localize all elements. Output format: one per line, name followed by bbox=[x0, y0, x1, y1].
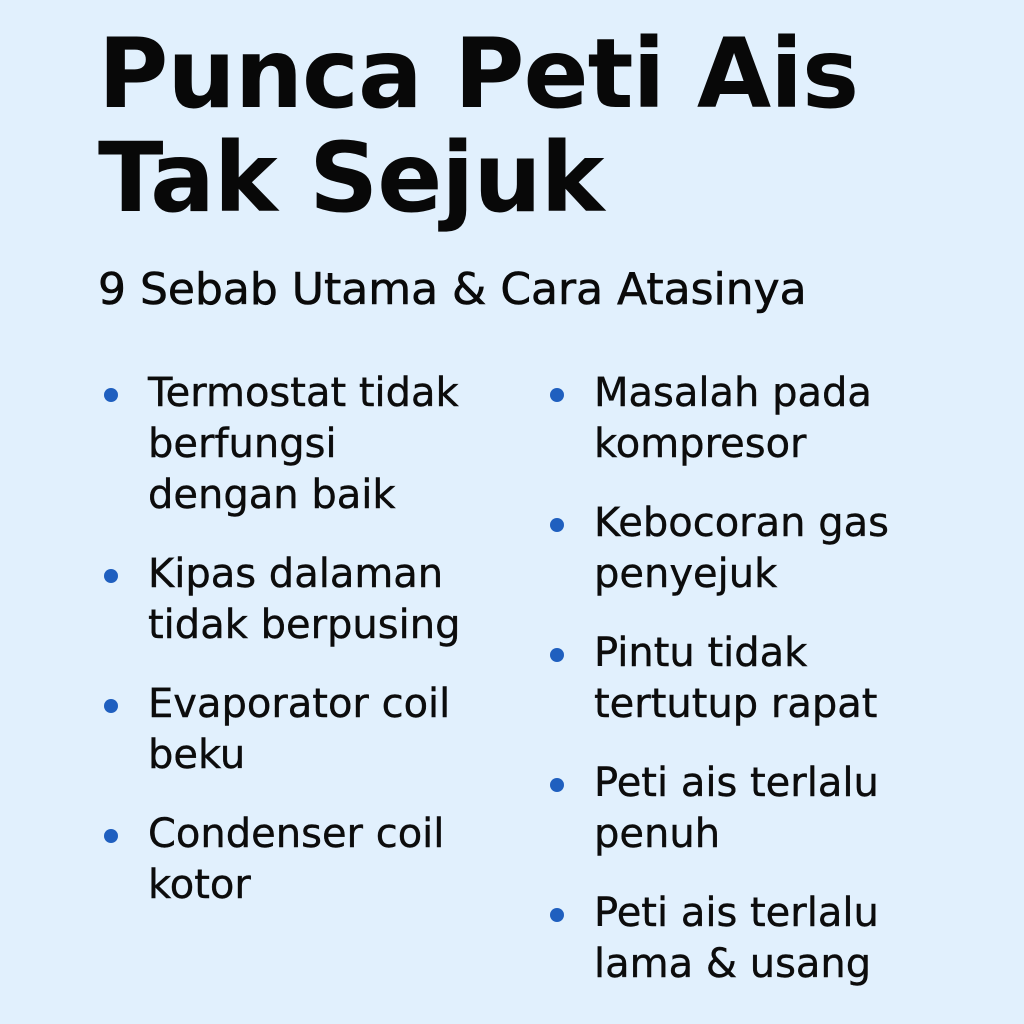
list-item-line: Masalah pada bbox=[594, 370, 872, 416]
list-item bbox=[550, 498, 990, 600]
bullet-dot-icon bbox=[104, 569, 118, 583]
list-item-line: kotor bbox=[148, 862, 251, 908]
causes-list-right bbox=[550, 368, 990, 1018]
list-item-line: dengan baik bbox=[148, 472, 396, 518]
list-item bbox=[104, 549, 514, 651]
title-line-1: Punca Peti Ais bbox=[98, 18, 859, 130]
bullet-dot-icon bbox=[104, 829, 118, 843]
list-item-line: Kebocoran gas bbox=[594, 500, 889, 546]
list-item-line: Peti ais terlalu bbox=[594, 760, 879, 806]
list-item-line: Condenser coil bbox=[148, 811, 445, 857]
bullet-dot-icon bbox=[550, 908, 564, 922]
page-title bbox=[98, 18, 998, 234]
bullet-dot-icon bbox=[104, 699, 118, 713]
list-item-line: penuh bbox=[594, 811, 721, 857]
bullet-dot-icon bbox=[550, 778, 564, 792]
list-item-line: Kipas dalaman bbox=[148, 551, 444, 597]
bullet-dot-icon bbox=[550, 388, 564, 402]
list-item-line: Peti ais terlalu bbox=[594, 890, 879, 936]
list-item bbox=[104, 368, 514, 521]
list-item bbox=[550, 628, 990, 730]
list-item bbox=[550, 758, 990, 860]
list-item-line: tidak berpusing bbox=[148, 602, 461, 648]
list-item bbox=[550, 368, 990, 470]
list-item-line: Evaporator coil bbox=[148, 681, 451, 727]
list-item-line: beku bbox=[148, 732, 246, 778]
list-item-line: Termostat tidak bbox=[148, 370, 459, 416]
title-line-2: Tak Sejuk bbox=[98, 122, 604, 234]
list-item-line: tertutup rapat bbox=[594, 681, 878, 727]
list-item-line: lama & usang bbox=[594, 941, 872, 987]
list-item bbox=[104, 679, 514, 781]
list-item bbox=[550, 888, 990, 990]
list-item-line: berfungsi bbox=[148, 421, 337, 467]
list-item bbox=[104, 809, 514, 911]
bullet-dot-icon bbox=[104, 388, 118, 402]
causes-list-left bbox=[104, 368, 514, 939]
list-item-line: penyejuk bbox=[594, 551, 778, 597]
list-item-line: Pintu tidak bbox=[594, 630, 808, 676]
list-item-line: kompresor bbox=[594, 421, 807, 467]
bullet-dot-icon bbox=[550, 518, 564, 532]
page-subtitle: 9 Sebab Utama & Cara Atasinya bbox=[98, 264, 807, 315]
bullet-dot-icon bbox=[550, 648, 564, 662]
